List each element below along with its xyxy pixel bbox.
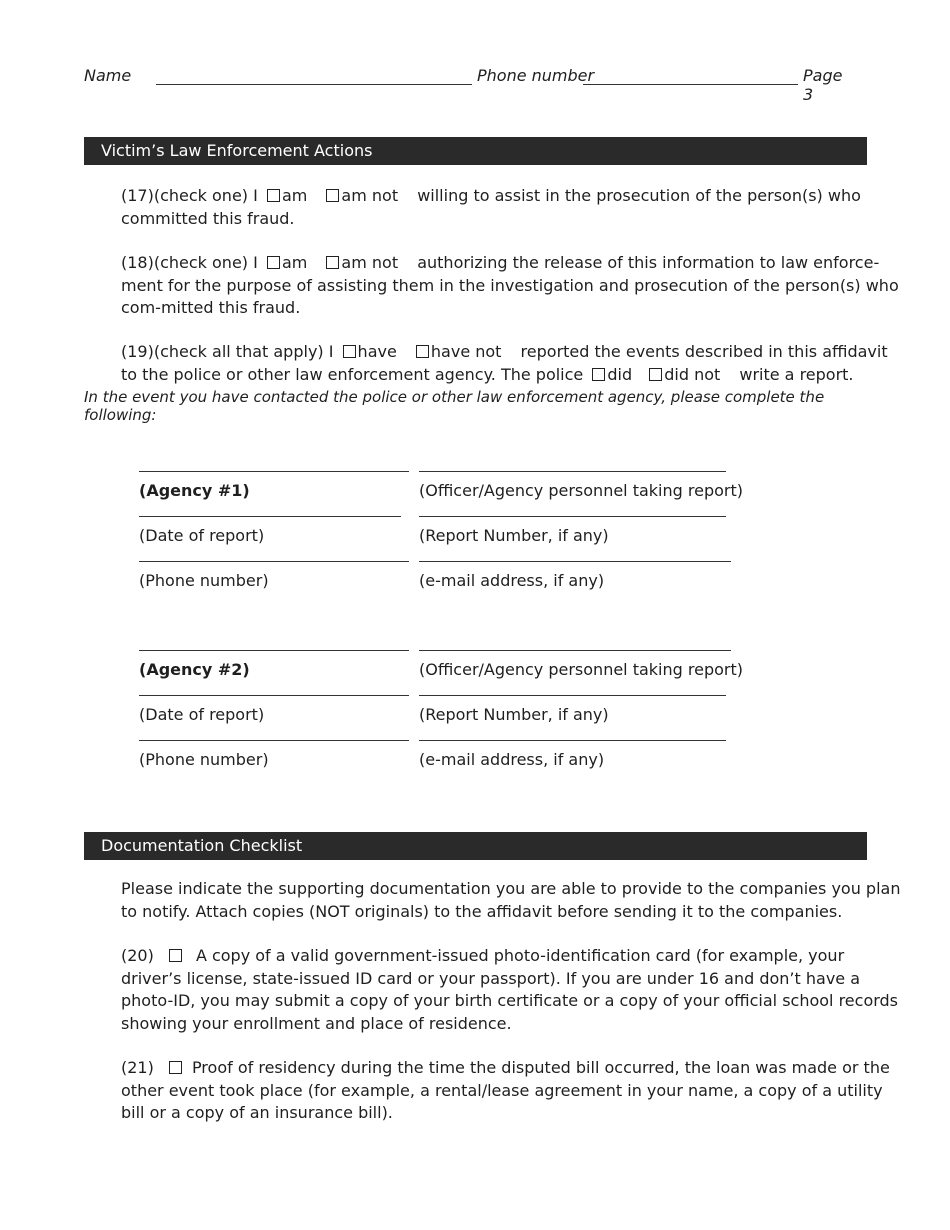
q18-am-not-checkbox[interactable] <box>326 256 339 269</box>
agency1-phone-label: (Phone number) <box>139 571 269 590</box>
q20-text: A copy of a valid government-issued photo-identification card (for example, your driver’s license, state-issued ID card or your passport). If you are under 16 and don’t have a photo-ID, you may submit a copy of your birth certificate or a copy of your official school records showing your enrollment and place of residence. <box>121 946 899 1033</box>
agency1-email-label: (e-mail address, if any) <box>419 571 605 590</box>
q17-am-label: am <box>281 186 308 205</box>
question-18 <box>84 252 904 320</box>
q18-text: authorizing the release of this information to law enforce-ment for the purpose of assisting them in the investigation and prosecution of the person(s) who com-mitted this fraud. <box>121 253 899 317</box>
q20-checkbox[interactable] <box>169 949 182 962</box>
q18-prefix: (18)(check one) I <box>121 253 258 272</box>
q19-did-checkbox[interactable] <box>592 368 605 381</box>
phone-label: Phone number <box>477 66 595 85</box>
q21-checkbox[interactable] <box>169 1061 182 1074</box>
question-21 <box>84 1057 904 1125</box>
agency2-email-label: (e-mail address, if any) <box>419 750 605 769</box>
q17-am-checkbox[interactable] <box>267 189 280 202</box>
phone-field[interactable] <box>583 84 798 85</box>
name-field[interactable] <box>156 84 472 85</box>
docs-intro: Please indicate the supporting documentation you are able to provide to the companies you plan to notify. Attach copies (NOT originals) to the affidavit before sending it to the companies. <box>121 879 901 921</box>
agency1-report-label: (Report Number, if any) <box>419 526 609 545</box>
q19-did-label: did <box>607 364 633 384</box>
agency1-date-label: (Date of report) <box>139 526 265 545</box>
section-documentation-checklist: Documentation Checklist <box>84 832 867 860</box>
q19-did-not-checkbox[interactable] <box>649 368 662 381</box>
q21-text: Proof of residency during the time the disputed bill occurred, the loan was made or the other event took place (for example, a rental/lease agreement in your name, a copy of a utility bill or a copy of an insurance bill). <box>121 1058 890 1122</box>
q18-am-not-label: am not <box>341 253 399 272</box>
agency2-phone-label: (Phone number) <box>139 750 269 769</box>
section-law-enforcement: Victim’s Law Enforcement Actions <box>84 137 867 165</box>
q17-text: willing to assist in the prosecution of the person(s) who committed this fraud. <box>121 186 861 228</box>
q19-have-not-label: have not <box>430 342 502 361</box>
q19-have-label: have <box>357 342 397 361</box>
page-number: Page 3 <box>803 66 843 104</box>
q20-number: (20) <box>121 946 154 965</box>
q19-did-not-label: did not <box>664 364 721 384</box>
q21-number: (21) <box>121 1058 154 1077</box>
q17-am-not-checkbox[interactable] <box>326 189 339 202</box>
q19-have-checkbox[interactable] <box>343 345 356 358</box>
agency2-report-label: (Report Number, if any) <box>419 705 609 724</box>
q19-text-2: write a report. <box>739 364 854 384</box>
q18-am-checkbox[interactable] <box>267 256 280 269</box>
agency1-officer-label: (Officer/Agency personnel taking report) <box>419 481 743 500</box>
q17-prefix: (17)(check one) I <box>121 186 258 205</box>
question-20 <box>84 945 904 1035</box>
question-17 <box>84 185 904 230</box>
question-19 <box>84 341 904 386</box>
q19-have-not-checkbox[interactable] <box>416 345 429 358</box>
q19-instruction: In the event you have contacted the police or other law enforcement agency, please complete the following: <box>84 388 825 424</box>
q17-am-not-label: am not <box>341 186 399 205</box>
agency2-officer-label: (Officer/Agency personnel taking report) <box>419 660 743 679</box>
q19-text-1: reported the events described in this affidavit to the police or other law enforcement agency. The police <box>121 342 888 384</box>
name-label: Name <box>84 66 132 85</box>
q18-am-label: am <box>281 253 308 272</box>
agency1-label: (Agency #1) <box>139 481 250 500</box>
agency2-label: (Agency #2) <box>139 660 250 679</box>
q19-prefix: (19)(check all that apply) I <box>121 342 334 361</box>
agency2-date-label: (Date of report) <box>139 705 265 724</box>
page-header <box>84 64 850 104</box>
